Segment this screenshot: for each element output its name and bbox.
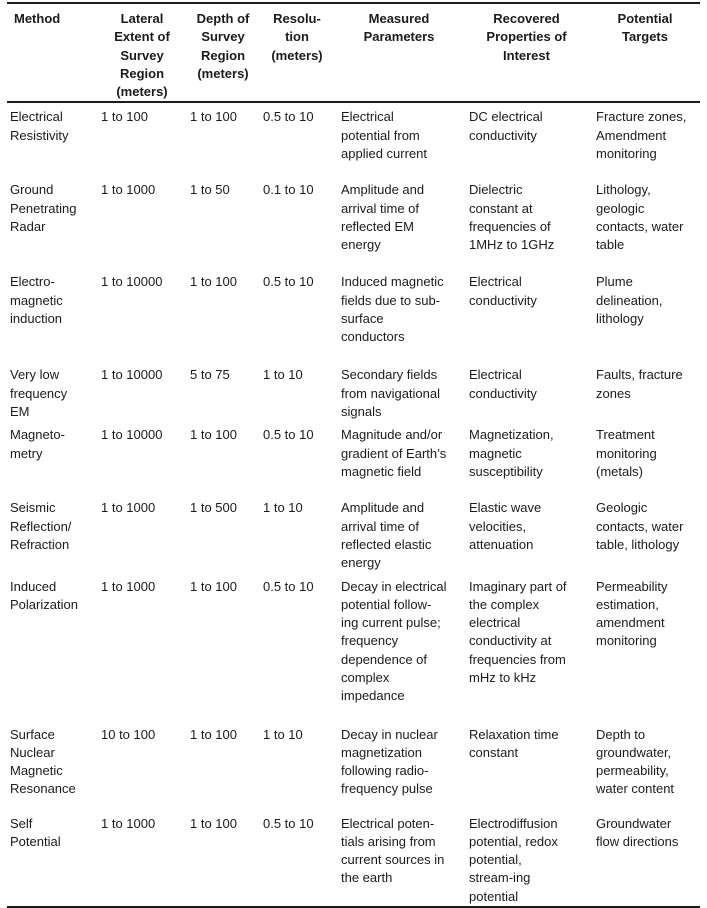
column-header-measured-parameters: Measured Parameters	[335, 3, 463, 102]
cell-recovered-properties: Magnetization, magnetic susceptibility	[469, 427, 554, 479]
cell-potential-targets: Treatment monitoring (metals)	[596, 427, 657, 479]
cell-potential-targets: Faults, fracture zones	[596, 367, 683, 401]
cell-potential-targets: Fracture zones, Amendment monitoring	[596, 109, 687, 162]
column-header-method: Method	[7, 3, 97, 102]
cell-recovered-properties: Electrical conductivity	[469, 367, 537, 401]
cell-method: Self Potential	[10, 815, 61, 849]
cell-method: Induced Polarization	[10, 578, 78, 612]
cell-potential-targets: Groundwater flow directions	[596, 815, 679, 849]
cell-potential-targets: Depth to groundwater, permeability, water content	[596, 726, 675, 797]
cell-method: Seismic Reflection/ Refraction	[10, 500, 72, 552]
cell-resolution: 0.5 to 10	[263, 578, 314, 594]
cell-depth: 1 to 100	[190, 578, 237, 594]
cell-depth: 1 to 500	[190, 500, 237, 516]
cell-resolution: 0.5 to 10	[263, 274, 314, 290]
cell-depth: 1 to 100	[190, 726, 237, 742]
cell-recovered-properties: DC electrical conductivity	[469, 109, 543, 143]
cell-resolution: 0.5 to 10	[263, 109, 314, 125]
cell-method: Electrical Resistivity	[10, 109, 69, 143]
cell-potential-targets: Geologic contacts, water table, lithology	[596, 500, 684, 552]
cell-lateral-extent: 1 to 10000	[101, 427, 163, 443]
cell-method: Magneto- metry	[10, 427, 65, 461]
cell-recovered-properties: Relaxation time constant	[469, 726, 559, 760]
table-row-self-potential	[7, 810, 700, 907]
table-body	[7, 102, 700, 907]
column-header-recovered-properties: Recovered Properties of Interest	[463, 3, 590, 102]
cell-measured-parameters: Secondary fields from navigational signals	[341, 367, 440, 420]
column-header-potential-targets: Potential Targets	[590, 3, 700, 102]
table-row-ground-penetrating-radar	[7, 176, 700, 268]
cell-measured-parameters: Induced magnetic fields due to sub- surface conductors	[341, 274, 444, 345]
cell-resolution: 0.5 to 10	[263, 427, 314, 443]
cell-lateral-extent: 1 to 1000	[101, 578, 156, 594]
cell-method: Electro- magnetic induction	[10, 274, 63, 327]
column-header-resolution: Resolu- tion (meters)	[259, 3, 335, 102]
table-row-surface-nuclear-magnetic-resonance	[7, 721, 700, 810]
cell-method: Very low frequency EM	[10, 367, 68, 420]
cell-lateral-extent: 1 to 100	[101, 109, 148, 125]
cell-recovered-properties: Electrical conductivity	[469, 274, 537, 308]
cell-recovered-properties: Elastic wave velocities, attenuation	[469, 500, 542, 552]
cell-measured-parameters: Magnitude and/or gradient of Earth’s magnetic field	[341, 427, 447, 479]
table-row-seismic-reflection-refraction	[7, 494, 700, 572]
cell-measured-parameters: Amplitude and arrival time of reflected elastic energy	[341, 500, 432, 571]
cell-depth: 1 to 100	[190, 815, 237, 831]
cell-lateral-extent: 1 to 1000	[101, 815, 156, 831]
cell-method: Ground Penetrating Radar	[10, 182, 77, 235]
table-row-magnetometry	[7, 421, 700, 494]
header-row	[7, 3, 700, 102]
cell-recovered-properties: Dielectric constant at frequencies of 1MHz to 1GHz	[469, 182, 555, 253]
cell-measured-parameters: Amplitude and arrival time of reflected EM energy	[341, 182, 425, 253]
cell-measured-parameters: Electrical potential from applied current	[341, 109, 427, 162]
cell-depth: 5 to 75	[190, 367, 230, 383]
geophysical-methods-table	[7, 2, 700, 908]
cell-depth: 1 to 100	[190, 427, 237, 443]
cell-recovered-properties: Imaginary part of the complex electrical conductivity at frequencies from mHz to kHz	[469, 578, 567, 686]
cell-resolution: 1 to 10	[263, 726, 303, 742]
cell-potential-targets: Permeability estimation, amendment monitoring	[596, 578, 668, 649]
table-row-electrical-resistivity	[7, 102, 700, 176]
cell-method: Surface Nuclear Magnetic Resonance	[10, 726, 76, 797]
cell-potential-targets: Lithology, geologic contacts, water table	[596, 182, 684, 253]
cell-resolution: 0.5 to 10	[263, 815, 314, 831]
table-row-very-low-frequency-em	[7, 361, 700, 421]
cell-lateral-extent: 1 to 10000	[101, 367, 163, 383]
cell-measured-parameters: Electrical poten- tials arising from current sources in the earth	[341, 815, 445, 886]
table-row-electromagnetic-induction	[7, 268, 700, 361]
column-header-depth: Depth of Survey Region (meters)	[187, 3, 259, 102]
cell-recovered-properties: Electrodiffusion potential, redox potential, stream-ing potential	[469, 815, 558, 904]
table-header	[7, 3, 700, 102]
cell-resolution: 0.1 to 10	[263, 182, 314, 198]
cell-measured-parameters: Decay in nuclear magnetization following radio- frequency pulse	[341, 726, 438, 797]
cell-resolution: 1 to 10	[263, 367, 303, 383]
cell-resolution: 1 to 10	[263, 500, 303, 516]
cell-lateral-extent: 1 to 10000	[101, 274, 163, 290]
column-header-lateral-extent: Lateral Extent of Survey Region (meters)	[97, 3, 187, 102]
cell-potential-targets: Plume delineation, lithology	[596, 274, 663, 327]
cell-depth: 1 to 50	[190, 182, 230, 198]
cell-lateral-extent: 1 to 1000	[101, 500, 156, 516]
table-row-induced-polarization	[7, 573, 700, 721]
cell-lateral-extent: 10 to 100	[101, 726, 156, 742]
cell-measured-parameters: Decay in electrical potential follow- ing current pulse; frequency dependence of complex impedance	[341, 578, 447, 704]
cell-lateral-extent: 1 to 1000	[101, 182, 156, 198]
cell-depth: 1 to 100	[190, 274, 237, 290]
cell-depth: 1 to 100	[190, 109, 237, 125]
